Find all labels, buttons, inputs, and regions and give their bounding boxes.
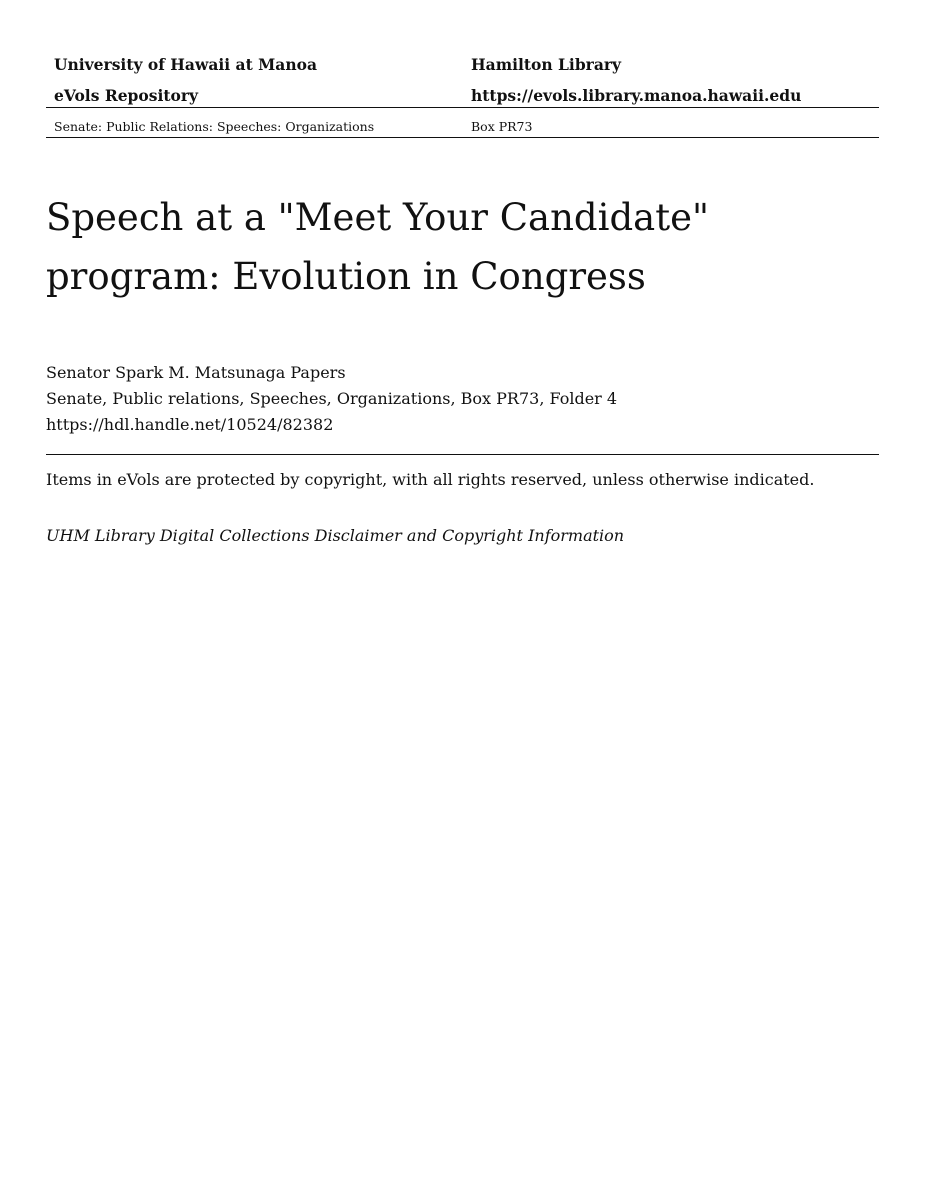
repository-name: eVols Repository (54, 86, 199, 105)
institution-name: University of Hawaii at Manoa (54, 55, 317, 74)
library-name: Hamilton Library (471, 55, 622, 74)
repository-url[interactable]: https://evols.library.manoa.hawaii.edu (471, 86, 802, 105)
collection-name: Senator Spark M. Matsunaga Papers (46, 363, 346, 382)
document-metadata (46, 360, 879, 438)
disclaimer-link[interactable]: UHM Library Digital Collections Disclaimer and Copyright Information (46, 526, 625, 545)
box-label: Box PR73 (471, 119, 533, 134)
collection-path: Senate: Public Relations: Speeches: Organizations (54, 119, 375, 134)
handle-link[interactable]: https://hdl.handle.net/10524/82382 (46, 415, 334, 434)
title-line-2: program: Evolution in Congress (46, 255, 646, 298)
title-line-1: Speech at a "Meet Your Candidate" (46, 196, 709, 239)
header-row-3 (46, 117, 879, 137)
header-row-2 (46, 84, 879, 108)
metadata-divider (46, 454, 879, 455)
header-divider-bottom (46, 137, 879, 138)
header-row-1 (46, 53, 879, 77)
folder-location: Senate, Public relations, Speeches, Organizations, Box PR73, Folder 4 (46, 389, 618, 408)
copyright-notice: Items in eVols are protected by copyright, with all rights reserved, unless otherwise indicated. (46, 470, 815, 489)
header-divider-top (46, 107, 879, 108)
document-title (46, 188, 879, 306)
